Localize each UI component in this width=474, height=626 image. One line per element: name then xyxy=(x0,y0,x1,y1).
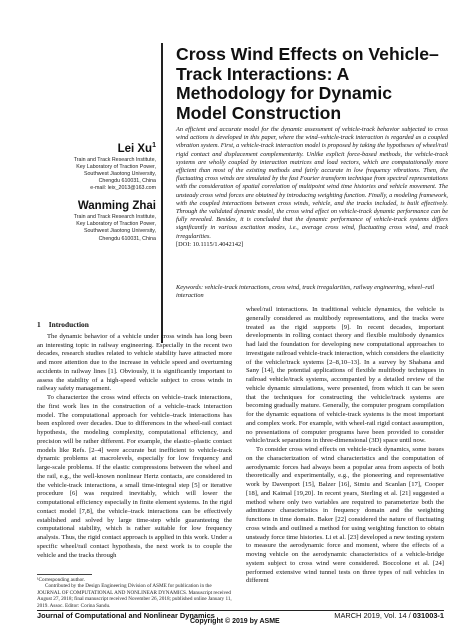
paragraph: To consider cross wind effects on vehicle-track dynamics, some issues on the characterization of wind characteristics and the computation of aerodynamic forces had always been a popular area from aspects of both theoretically and experimentally, e.g., the pioneering and representative work by Davenport [15], Balzer [16], Simiu and Scanlan [17], Cooper [18], and Kaimal [19,20]. In recent years, Sterling et al. [21] suggested a method where only two variables are required to parameterize both the admittance characteristics in frequency domain and the weighting functions in time domain. Baker [22] considered the nature of fluctuating cross winds and outlined a method for using weighting function to obtain unsteady force time histories. Li et al. [23] developed a new testing system to measure the aerodynamic force and moment, where the effects of a moving vehicle on the aerodynamic characteristics of a vehicle-bridge system subject to cross wind were considered. Boccolone et al. [24] performed extensive wind tunnel tests on three types of rail vehicles in different xyxy=(246,446,444,585)
paragraph: wheel/rail interactions. In traditional vehicle dynamics, the vehicle is generally considered as multibody representations, and the tracks were treated as the rigid supports [9]. In recent decades, important developments in rolling contact theory and flexible multibody dynamics had laid the foundation for developing new computational approaches to investigate railroad vehicle-track interaction, which considers the elasticity of the vehicle/track systems [2–8,10–13]. In a survey by Shabana and Sany [14], the potential applications of flexible multibody techniques in railroad vehicle/track systems, accompanied by a detailed review of the vehicle dynamic simulations, were presented, from which it can be seen that the techniques for constructing the vehicle/track systems are becoming gradually mature. Generally, the computer program compilation for the dynamic equations of vehicle-track systems is the most important and complex work. For example, with wheel-rail rigid contact assumption, no presentations of computer programs have been provided to consider vehicle/track separations in three-dimensional (3D) space until now. xyxy=(246,306,444,445)
abstract-text: An efficient and accurate model for the dynamic assessment of vehicle-track behavior subjected to cross wind actions is developed in this paper, where the wind–vehicle-track interaction is regarded as a coupled vibration system. First, a vehicle-track interaction model is proposed by taking the hypotheses of wheel/rail rigid contact and displacement complementarity. Unlike explicit force-based methods, the vehicle-track systems are wholly coupled by interaction matrices and load vectors, which are computationally more efficient than most of the existing methods and fairly accurate in low frequency vibrations. Then, the fluctuating cross winds are simulated by the fast Fourier transform technique from spectral representations with the consideration of spatial correlation of multipoint wind time histories and vehicle movement. The unsteady cross wind forces are obtained by introducing weighting function. Finally, a modeling framework, with the coupled interactions between cross winds, vehicle, and the tracks included, is built effectively. Through the validated dynamic model, the cross wind effect on vehicle-track dynamic performance can be fully revealed. Besides, it is concluded that the dynamic performance of vehicle-track systems differs significantly in various excitation modes, i.e., average cross wind, fluctuating cross wind, and track irregularities. xyxy=(176,126,448,240)
body-column-left xyxy=(37,321,232,560)
issue-info xyxy=(334,611,444,620)
abstract xyxy=(176,126,448,249)
paragraph: To characterize the cross wind effects on vehicle–track interactions, the first work lies in the construction of a vehicle–track interaction model. The computational approach for vehicle–track interactions has been explored over decades. Due to differences in the wheel-rail contact hypothesis, the modeling complexity, computational efficiency, and precision will be rather different. For example, the elastic–plastic contact models like Refs. [2–4] were accurate but inefficient to vehicle-track dynamic problems at macrolevels, especially for low frequency and large-scale problems. If the elastic compressions between the wheel and the rail, e.g., the well-known nonlinear Hertz contacts, are considered in the vehicle-track interactions, a small time-integral step [5] or iterative procedure [6] was required inevitably, which will lower the computational efficiency especially in finite element systems. In the rigid contact model [7,8], the vehicle–track interactions can be effectively established and solved by large time-step while guaranteeing the computational stability, which is rather suitable for low frequency analysis. Thus, the rigid contact approach is applied in this work. Under a specific wheel/rail contact hypothesis, the next work is to couple the vehicle and the tracks through xyxy=(37,394,232,559)
footnote xyxy=(37,577,234,609)
author-column xyxy=(40,142,156,243)
author-affiliation xyxy=(40,214,156,242)
paragraph: The dynamic behavior of a vehicle under cross winds has long been an interesting topic in railway engineering. Especially in the recent two decades, research studies related to vehicle stability have attracted more and more attention due to the increase in vehicle speed and overturning accidents in railway lines [1]. Obviously, it is significantly important to assess the stability of a high-speed vehicle subject to cross winds in railway safety management. xyxy=(37,332,232,393)
author-name: Lei Xu xyxy=(117,142,153,155)
affiliation-line: Key Laboratory of Traction Power, xyxy=(76,163,156,170)
copyright: Copyright © 2019 by ASME xyxy=(190,618,280,625)
author-2 xyxy=(40,200,156,242)
author-1 xyxy=(40,142,156,192)
section-number: 1 xyxy=(37,320,41,329)
affiliation-line: Train and Track Research Institute, xyxy=(73,214,156,221)
affiliation-line: Chengdu 610031, China xyxy=(98,178,156,185)
issue-volume: MARCH 2019, Vol. 14 / xyxy=(334,611,413,620)
corresponding-author-note: ¹Corresponding author. xyxy=(37,577,85,583)
keywords: Keywords: vehicle-track interactions, cross wind, track irregularities, railway engineering, wheel–rail interaction xyxy=(176,284,435,300)
affiliation-line: Southwest Jiaotong University, xyxy=(83,171,156,178)
doi[interactable]: [DOI: 10.1115/1.4042142] xyxy=(176,240,244,248)
journal-name: Journal of Computational and Nonlinear Dynamics xyxy=(37,611,215,620)
manuscript-history: Contributed by the Design Engineering Division of ASME for publication in the JOURNAL OF COMPUTATIONAL AND NONLINEAR DYNAMICS. Manuscript received August 27, 2018; final manuscript received November 26, 2018; published online January 11, 2019. Assoc. Editor: Corina Sandu. xyxy=(37,583,232,609)
title-divider xyxy=(161,43,163,343)
body-column-right xyxy=(246,306,444,586)
author-affiliation xyxy=(40,157,156,192)
footnote-rule xyxy=(37,574,92,575)
article-number: 031003-1 xyxy=(412,611,444,620)
author-name: Wanming Zhai xyxy=(77,200,156,213)
section-heading xyxy=(37,321,232,330)
author-email[interactable]: e-mail: leix_2013@163.com xyxy=(90,185,156,192)
affiliation-line: Chengdu 610031, China xyxy=(98,235,156,242)
affiliation-line: Train and Track Research Institute, xyxy=(73,156,156,163)
corresponding-mark: 1 xyxy=(152,142,156,149)
affiliation-line: Key Laboratory of Traction Power, xyxy=(76,221,156,228)
section-title: Introduction xyxy=(48,320,89,329)
affiliation-line: Southwest Jiaotong University, xyxy=(83,228,156,235)
paper-title: Cross Wind Effects on Vehicle–Track Interactions: A Methodology for Dynamic Model Construction xyxy=(176,44,439,123)
